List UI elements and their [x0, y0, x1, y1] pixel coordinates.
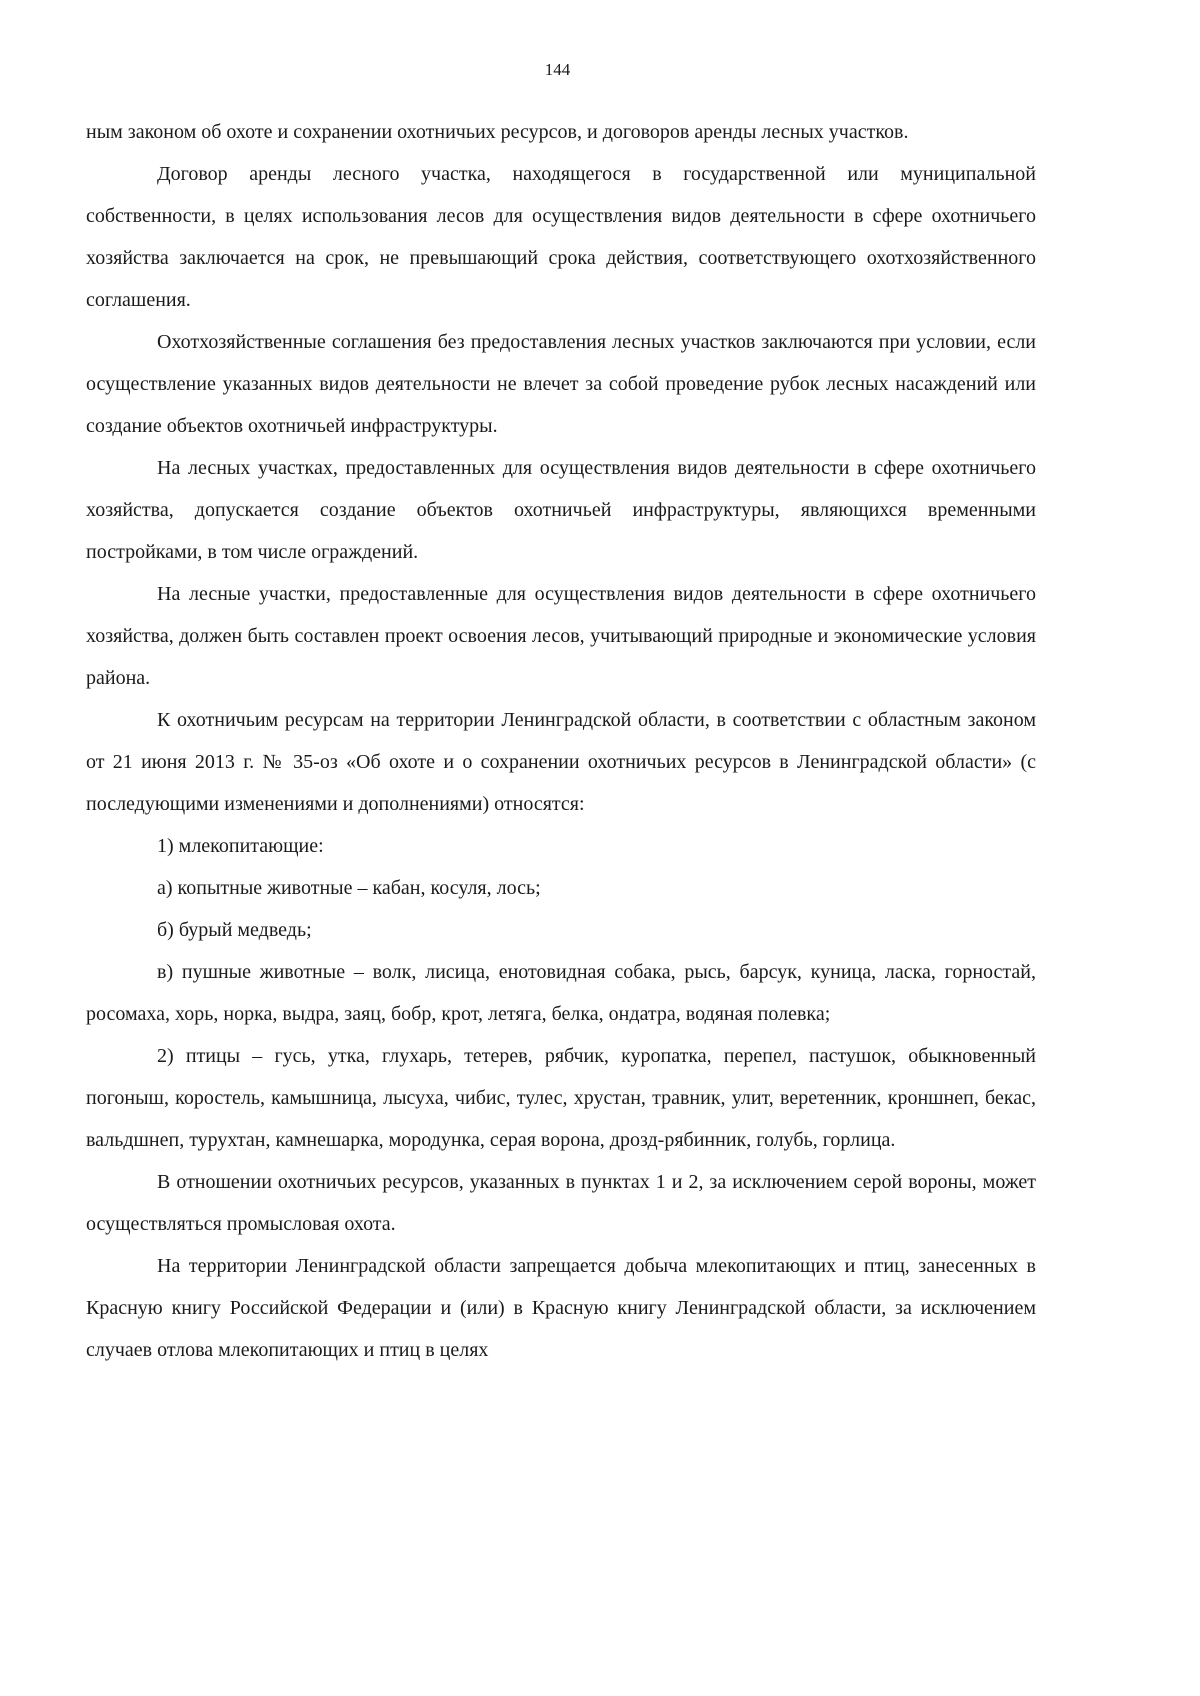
list-item-ungulates: а) копытные животные – кабан, косуля, лось;	[157, 877, 541, 899]
paragraph-hunting-resources: К охотничьим ресурсам на территории Ленинградской области, в соответствии с областным законом от 21 июня 2013 г. № 35-оз «Об охоте и о сохранении охотничьих ресурсов в Ленинградской области» (с последующими изменениями и дополнениями) относятся:	[86, 709, 1036, 815]
list-item-mammals: 1) млекопитающие:	[157, 835, 324, 857]
paragraph-continuation: ным законом об охоте и сохранении охотничьих ресурсов, и договоров аренды лесных участков.	[86, 121, 909, 143]
body-text	[86, 111, 1036, 1371]
page-number: 144	[544, 60, 571, 79]
paragraph-infrastructure: На лесных участках, предоставленных для осуществления видов деятельности в сфере охотничьего хозяйства, допускается создание объектов охотничьей инфраструктуры, являющихся временными постройками, в том числе ограждений.	[86, 457, 1036, 563]
list-item-brown-bear: б) бурый медведь;	[157, 919, 312, 941]
paragraph-red-book: На территории Ленинградской области запрещается добыча млекопитающих и птиц, занесенных в Красную книгу Российской Федерации и (или) в Красную книгу Ленинградской области, за исключением случаев отлова млекопитающих и птиц в целях	[86, 1255, 1036, 1361]
paragraph-lease-agreement: Договор аренды лесного участка, находящегося в государственной или муниципальной собственности, в целях использования лесов для осуществления видов деятельности в сфере охотничьего хозяйства заключается на срок, не превышающий срока действия, соответствующего охотхозяйственного соглашения.	[86, 163, 1036, 311]
list-item-fur-animals: в) пушные животные – волк, лисица, енотовидная собака, рысь, барсук, куница, ласка, горностай, росомаха, хорь, норка, выдра, заяц, бобр, крот, летяга, белка, ондатра, водяная полевка;	[86, 961, 1036, 1025]
paragraph-hunting-agreements: Охотхозяйственные соглашения без предоставления лесных участков заключаются при условии, если осуществление указанных видов деятельности не влечет за собой проведение рубок лесных насаждений или создание объектов охотничьей инфраструктуры.	[86, 331, 1036, 437]
list-item-birds: 2) птицы – гусь, утка, глухарь, тетерев, рябчик, куропатка, перепел, пастушок, обыкновенный погоныш, коростель, камышница, лысуха, чибис, тулес, хрустан, травник, улит, веретенник, кроншнеп, бекас, вальдшнеп, турухтан, камнешарка, мородунка, серая ворона, дрозд-рябинник, голубь, горлица.	[86, 1045, 1036, 1151]
paragraph-forest-project: На лесные участки, предоставленные для осуществления видов деятельности в сфере охотничьего хозяйства, должен быть составлен проект освоения лесов, учитывающий природные и экономические условия района.	[86, 583, 1036, 689]
paragraph-commercial-hunting: В отношении охотничьих ресурсов, указанных в пунктах 1 и 2, за исключением серой вороны, может осуществляться промысловая охота.	[86, 1171, 1036, 1235]
